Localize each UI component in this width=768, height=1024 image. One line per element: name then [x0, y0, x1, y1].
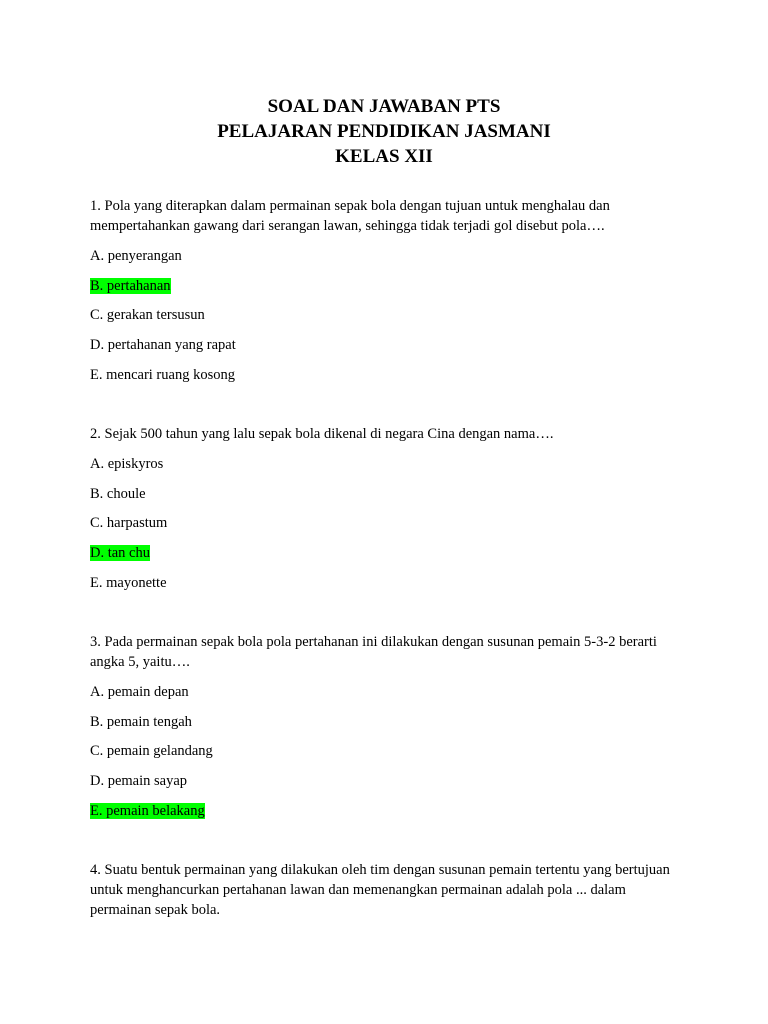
option-text: A. pemain depan	[90, 683, 189, 700]
question-4	[90, 860, 678, 920]
option-e	[90, 365, 678, 385]
option-d	[90, 771, 678, 791]
question-3	[90, 632, 678, 821]
option-a	[90, 682, 678, 702]
option-b	[90, 712, 678, 732]
question-text: 2. Sejak 500 tahun yang lalu sepak bola dikenal di negara Cina dengan nama….	[90, 425, 554, 442]
option-list	[90, 682, 678, 821]
question-2	[90, 424, 678, 593]
option-b	[90, 484, 678, 504]
option-text: B. pertahanan	[90, 277, 171, 294]
option-text: C. harpastum	[90, 515, 168, 532]
title-line-2: PELAJARAN PENDIDIKAN JASMANI	[217, 121, 551, 142]
option-text: C. gerakan tersusun	[90, 307, 205, 324]
option-text: D. tan chu	[90, 545, 150, 562]
option-c	[90, 305, 678, 325]
option-text: E. pemain belakang	[90, 802, 205, 819]
option-a	[90, 246, 678, 266]
question-text: 3. Pada permainan sepak bola pola pertahanan ini dilakukan dengan susunan pemain 5-3-2 berarti angka 5, yaitu….	[90, 633, 657, 670]
option-text: B. choule	[90, 485, 146, 502]
option-text: D. pemain sayap	[90, 773, 188, 790]
option-e-correct-answer	[90, 801, 678, 821]
question-text: 1. Pola yang diterapkan dalam permainan sepak bola dengan tujuan untuk menghalau dan mempertahankan gawang dari serangan lawan, sehingga tidak terjadi gol disebut pola….	[90, 198, 610, 234]
option-a	[90, 454, 678, 474]
option-b-correct-answer	[90, 276, 678, 296]
title-line-3: KELAS XII	[335, 146, 433, 167]
document-title	[90, 94, 678, 169]
question-text: 4. Suatu bentuk permainan yang dilakukan oleh tim dengan susunan pemain tertentu yang bertujuan untuk menghancurkan pertahanan lawan dan memenangkan permainan adalah pola ... dalam permainan sepak bola.	[90, 861, 670, 918]
option-text: E. mayonette	[90, 574, 167, 591]
option-text: B. pemain tengah	[90, 713, 192, 730]
option-text: E. mencari ruang kosong	[90, 366, 235, 383]
option-list	[90, 246, 678, 385]
option-text: A. episkyros	[90, 455, 164, 472]
option-d-correct-answer	[90, 543, 678, 563]
option-d	[90, 335, 678, 355]
option-list	[90, 454, 678, 593]
option-text: D. pertahanan yang rapat	[90, 337, 236, 354]
option-text: C. pemain gelandang	[90, 743, 213, 760]
title-line-1: SOAL DAN JAWABAN PTS	[267, 96, 501, 117]
option-c	[90, 513, 678, 533]
option-e	[90, 573, 678, 593]
question-1	[90, 196, 678, 385]
option-c	[90, 741, 678, 761]
option-text: A. penyerangan	[90, 247, 182, 264]
